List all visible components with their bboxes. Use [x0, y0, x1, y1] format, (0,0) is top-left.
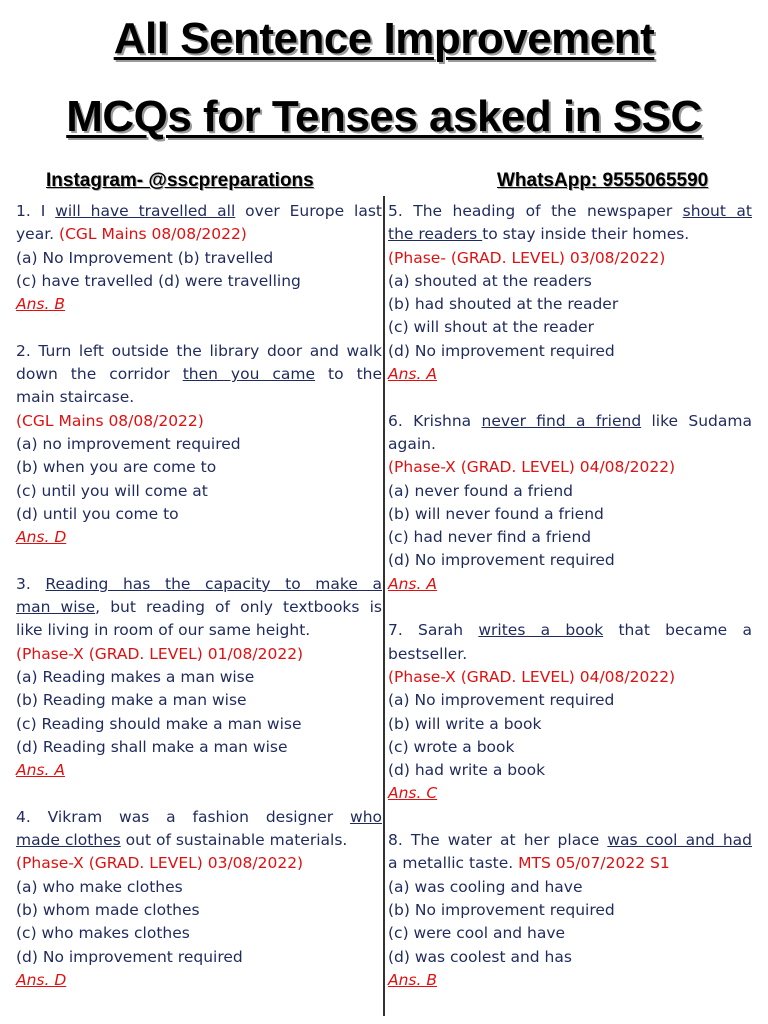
- question-6-source: (Phase-X (GRAD. LEVEL) 04/08/2022): [388, 458, 676, 477]
- question-4-option-a: (a) who make clothes: [16, 877, 183, 896]
- question-8-option-a: (a) was cooling and have: [388, 877, 583, 896]
- column-divider: [383, 196, 385, 1016]
- question-5-underlined-phrase-part-2: the readers: [388, 225, 483, 244]
- question-1-line-2: year. (CGL Mains 08/08/2022): [16, 225, 247, 244]
- question-3: [16, 573, 382, 783]
- question-5-option-a: (a) shouted at the readers: [388, 271, 592, 290]
- question-6-option-b: (b) will never found a friend: [388, 504, 604, 523]
- question-2-option-a: (a) no improvement required: [16, 434, 241, 453]
- question-8-underlined-phrase: was cool and had: [607, 831, 752, 850]
- question-7-option-d: (d) had write a book: [388, 761, 546, 780]
- question-3-source: (Phase-X (GRAD. LEVEL) 01/08/2022): [16, 644, 304, 663]
- question-4-underlined-phrase-part-1: who: [350, 807, 382, 826]
- page-title-line-2: MCQs for Tenses asked in SSC: [66, 92, 702, 141]
- question-8-option-b: (b) No improvement required: [388, 900, 615, 919]
- question-3-option-a: (a) Reading makes a man wise: [16, 667, 255, 686]
- question-4-option-c: (c) who makes clothes: [16, 924, 190, 943]
- question-8-line-1: 8. The water at her place was cool and had: [388, 831, 752, 850]
- question-3-line-2: man wise, but reading of only textbooks is: [16, 598, 382, 617]
- question-5-underlined-phrase-part-1: shout at: [682, 202, 752, 220]
- question-4-line-1: 4. Vikram was a fashion designer who: [16, 807, 382, 826]
- question-3-answer: Ans. A: [16, 761, 65, 780]
- question-1-source: (CGL Mains 08/08/2022): [59, 225, 247, 244]
- question-5-line-1: 5. The heading of the newspaper shout at: [388, 202, 752, 220]
- question-2-source: (CGL Mains 08/08/2022): [16, 411, 204, 430]
- question-7-option-a: (a) No improvement required: [388, 691, 615, 710]
- question-6: [388, 410, 752, 596]
- question-3-option-b: (b) Reading make a man wise: [16, 691, 247, 710]
- question-5-source: (Phase- (GRAD. LEVEL) 03/08/2022): [388, 248, 666, 267]
- instagram-handle: Instagram- @sscpreparations: [46, 170, 314, 191]
- question-3-option-c: (c) Reading should make a man wise: [16, 714, 302, 733]
- question-7-source: (Phase-X (GRAD. LEVEL) 04/08/2022): [388, 667, 676, 686]
- question-1-options-row-1: (a) No Improvement (b) travelled: [16, 248, 274, 267]
- question-8-source: MTS 05/07/2022 S1: [518, 854, 670, 873]
- question-5-answer: Ans. A: [388, 365, 437, 384]
- whatsapp-number: WhatsApp: 9555065590: [497, 170, 709, 191]
- right-column: [388, 200, 752, 1015]
- question-6-option-c: (c) had never find a friend: [388, 528, 592, 547]
- question-7-option-b: (b) will write a book: [388, 714, 542, 733]
- question-1-line-1: 1. I will have travelled all over Europe last: [16, 202, 382, 220]
- question-8-option-c: (c) were cool and have: [388, 924, 566, 943]
- question-7-answer: Ans. C: [388, 784, 438, 803]
- question-3-underlined-phrase-part-2: man wise: [16, 598, 96, 617]
- page-title-line-1: All Sentence Improvement: [113, 14, 655, 63]
- question-2-line-2: down the corridor then you came to the: [16, 365, 383, 384]
- question-7: [388, 619, 752, 805]
- question-3-line-3: like living in room of our same height.: [16, 621, 311, 640]
- question-1-underlined-phrase: will have travelled all: [55, 202, 236, 220]
- question-4-option-d: (d) No improvement required: [16, 947, 243, 966]
- question-4-answer: Ans. D: [16, 970, 67, 989]
- question-6-line-1: 6. Krishna never find a friend like Sudama: [388, 411, 752, 430]
- question-4: [16, 806, 382, 992]
- question-5: [388, 200, 752, 386]
- question-8-option-d: (d) was coolest and has: [388, 947, 572, 966]
- question-6-line-2: again.: [388, 434, 436, 453]
- question-6-option-a: (a) never found a friend: [388, 481, 574, 500]
- question-3-underlined-phrase-part-1: Reading has the capacity to make a: [45, 574, 382, 593]
- question-4-option-b: (b) whom made clothes: [16, 900, 200, 919]
- question-6-answer: Ans. A: [388, 574, 437, 593]
- question-2-option-d: (d) until you come to: [16, 504, 179, 523]
- question-2-option-c: (c) until you will come at: [16, 481, 208, 500]
- question-3-option-d: (d) Reading shall make a man wise: [16, 737, 288, 756]
- question-2-line-1: 2. Turn left outside the library door and walk: [16, 341, 382, 360]
- question-8: [388, 829, 752, 992]
- question-4-underlined-phrase-part-2: made clothes: [16, 831, 121, 850]
- question-3-line-1: 3. Reading has the capacity to make a: [16, 574, 382, 593]
- question-7-line-1: 7. Sarah writes a book that became a: [388, 621, 752, 640]
- left-column: [16, 200, 382, 1015]
- question-8-answer: Ans. B: [388, 970, 437, 989]
- question-2-underlined-phrase: then you came: [182, 365, 316, 384]
- question-7-option-c: (c) wrote a book: [388, 737, 515, 756]
- question-1-answer: Ans. B: [16, 295, 65, 314]
- question-7-underlined-phrase: writes a book: [478, 621, 604, 640]
- question-5-option-b: (b) had shouted at the reader: [388, 295, 619, 314]
- question-2-option-b: (b) when you are come to: [16, 458, 217, 477]
- question-6-option-d: (d) No improvement required: [388, 551, 615, 570]
- question-2-answer: Ans. D: [16, 528, 67, 547]
- question-5-option-c: (c) will shout at the reader: [388, 318, 594, 337]
- question-6-underlined-phrase: never find a friend: [481, 411, 642, 430]
- question-2-line-3: main staircase.: [16, 388, 135, 407]
- question-4-line-2: made clothes out of sustainable materials.: [16, 831, 348, 850]
- question-8-line-2: a metallic taste. MTS 05/07/2022 S1: [388, 854, 670, 873]
- question-1-options-row-2: (c) have travelled (d) were travelling: [16, 271, 301, 290]
- question-5-option-d: (d) No improvement required: [388, 341, 615, 360]
- question-7-line-2: bestseller.: [388, 644, 468, 663]
- question-2: [16, 340, 382, 550]
- question-4-source: (Phase-X (GRAD. LEVEL) 03/08/2022): [16, 854, 304, 873]
- question-5-line-2: the readers to stay inside their homes.: [388, 225, 690, 244]
- question-1: [16, 200, 382, 316]
